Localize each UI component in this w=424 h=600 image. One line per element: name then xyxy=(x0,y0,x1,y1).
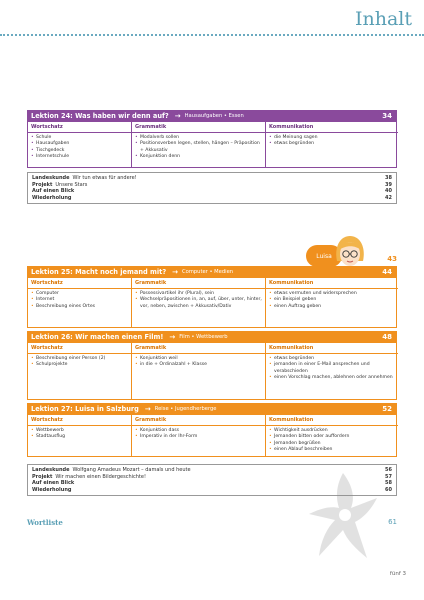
grammatik-list xyxy=(135,135,262,160)
arrow-right-icon: → xyxy=(174,112,181,120)
page-title: Inhalt xyxy=(354,8,412,30)
list-item: • Hausaufgaben xyxy=(31,141,128,147)
list-item: • einen Vorschlag machen, ablehnen oder annehmen xyxy=(269,375,395,381)
grammatik-list xyxy=(135,356,262,368)
lesson-24-block xyxy=(27,110,397,168)
list-item: • Konjunktion denn xyxy=(135,154,262,160)
row-text: Unsere Stars xyxy=(55,181,88,188)
lesson-title: Lektion 24: Was haben wir denn auf? xyxy=(31,112,169,120)
lesson-27-table xyxy=(27,415,397,457)
luisa-name-badge: Luisa xyxy=(306,245,342,267)
list-item: • die Meinung sagen xyxy=(269,135,395,141)
column-head-kommunikation: Kommunikation xyxy=(265,278,398,289)
row-label: Wiederholung xyxy=(32,486,72,493)
row-page: 56 xyxy=(385,467,392,473)
arrow-right-icon: → xyxy=(169,333,176,341)
list-item: • Imperativ in der Ihr-Form xyxy=(135,434,262,440)
column-head-grammatik: Grammatik xyxy=(131,278,265,289)
list-item: • Wechselpräpositionen in, an, auf, über, unter, hinter, vor, neben, zwischen + Akkusativ/Dativ xyxy=(135,297,262,309)
extras-block-1 xyxy=(27,172,397,204)
projekt-row[interactable] xyxy=(32,182,392,189)
list-item: • Computer xyxy=(31,291,128,297)
lesson-25-table xyxy=(27,278,397,328)
list-item: • Possessivartikel ihr (Plural), sein xyxy=(135,291,262,297)
landeskunde-row[interactable] xyxy=(32,175,392,182)
column-head-wortschatz: Wortschatz xyxy=(28,415,131,426)
arrow-right-icon: → xyxy=(172,268,179,276)
row-label: Landeskunde xyxy=(32,467,70,473)
row-label: Projekt xyxy=(32,181,53,188)
wortschatz-list xyxy=(31,291,128,310)
row-text: Wir machen einen Bildergeschichte! xyxy=(55,473,146,480)
kommunikation-list xyxy=(269,356,395,381)
row-page: 60 xyxy=(385,486,392,493)
list-item: • Schule xyxy=(31,135,128,141)
list-item: • einen Auftrag geben xyxy=(269,304,395,310)
lesson-26-header[interactable] xyxy=(27,331,397,343)
title-dotted-rule xyxy=(0,34,424,36)
lesson-topic: Computer • Medien xyxy=(182,269,234,275)
lesson-title: Lektion 25: Macht noch jemand mit? xyxy=(31,268,167,276)
lesson-page: 44 xyxy=(382,268,392,276)
lesson-page: 34 xyxy=(382,112,392,120)
column-head-kommunikation: Kommunikation xyxy=(265,343,398,354)
lesson-27-header[interactable] xyxy=(27,403,397,415)
lesson-25-block xyxy=(27,266,397,328)
list-item: • etwas vermuten und widersprechen xyxy=(269,291,395,297)
column-head-grammatik: Grammatik xyxy=(131,343,265,354)
luisa-page: 43 xyxy=(387,255,397,263)
row-page: 39 xyxy=(385,181,392,188)
list-item: • Konjunktion weil xyxy=(135,356,262,362)
column-head-grammatik: Grammatik xyxy=(131,122,265,133)
list-item: • Internet xyxy=(31,297,128,303)
list-item: • Beschreibung eines Ortes xyxy=(31,304,128,310)
kommunikation-list xyxy=(269,428,395,453)
lesson-title: Lektion 26: Wir machen einen Film! xyxy=(31,333,164,341)
list-item: • Wettbewerb xyxy=(31,428,128,434)
list-item: • etwas begründen xyxy=(269,356,395,362)
row-text: Wir tun etwas für andere! xyxy=(72,175,137,181)
lesson-26-table xyxy=(27,343,397,400)
wortliste-link[interactable]: Wortliste xyxy=(27,518,63,527)
row-label: Landeskunde xyxy=(32,175,70,181)
row-text: Wolfgang Amadeus Mozart – damals und heute xyxy=(72,467,191,473)
lesson-page: 52 xyxy=(382,405,392,413)
column-head-kommunikation: Kommunikation xyxy=(265,122,398,133)
list-item: • Konjunktion dass xyxy=(135,428,262,434)
row-page: 40 xyxy=(385,188,392,195)
row-label: Auf einen Blick xyxy=(32,188,75,195)
lesson-24-header[interactable] xyxy=(27,110,397,122)
grammatik-list xyxy=(135,428,262,440)
list-item: • Wichtigkeit ausdrücken xyxy=(269,428,395,434)
row-page: 57 xyxy=(385,473,392,480)
arrow-right-icon: → xyxy=(144,405,151,413)
row-label: Auf einen Blick xyxy=(32,480,75,487)
lesson-24-table xyxy=(27,122,397,168)
list-item: • Jemanden begrüßen xyxy=(269,441,395,447)
wortschatz-list xyxy=(31,135,128,160)
lesson-27-block xyxy=(27,403,397,457)
lesson-26-block xyxy=(27,331,397,400)
wortschatz-list xyxy=(31,356,128,368)
row-page: 38 xyxy=(385,175,392,181)
list-item: • Modalverb sollen xyxy=(135,135,262,141)
row-label: Wiederholung xyxy=(32,194,72,201)
lesson-title: Lektion 27: Luisa in Salzburg xyxy=(31,405,139,413)
column-head-wortschatz: Wortschatz xyxy=(28,278,131,289)
list-item: • einen Ablauf beschreiben xyxy=(269,447,395,453)
lesson-topic: Film • Wettbewerb xyxy=(179,334,228,340)
wiederholung-row[interactable] xyxy=(32,195,392,202)
list-item: • Beschreibung einer Person (2) xyxy=(31,356,128,362)
lesson-topic: Hausaufgaben • Essen xyxy=(184,113,244,119)
wortliste-page: 61 xyxy=(388,518,397,526)
list-item: • Jemanden bitten oder auffordern xyxy=(269,434,395,440)
row-label: Projekt xyxy=(32,473,53,480)
star-figure-watermark-icon xyxy=(305,468,385,563)
list-item: • ein Beispiel geben xyxy=(269,297,395,303)
column-head-wortschatz: Wortschatz xyxy=(28,343,131,354)
lesson-page: 48 xyxy=(382,333,392,341)
column-head-wortschatz: Wortschatz xyxy=(28,122,131,133)
column-head-grammatik: Grammatik xyxy=(131,415,265,426)
list-item: • Stadtausflug xyxy=(31,434,128,440)
lesson-topic: Reise • Jugendherberge xyxy=(154,406,217,412)
list-item: • Internetschule xyxy=(31,154,128,160)
list-item: • Positionsverben legen, stellen, hängen – Präposition + Akkusativ xyxy=(135,141,262,153)
list-item: • jemanden in einer E-Mail ansprechen und verabschieden xyxy=(269,362,395,374)
lesson-25-header[interactable] xyxy=(27,266,397,278)
kommunikation-list xyxy=(269,291,395,310)
list-item: • Tischgedeck xyxy=(31,148,128,154)
page-number: fünf 3 xyxy=(389,571,406,577)
wortschatz-list xyxy=(31,428,128,440)
row-page: 42 xyxy=(385,194,392,201)
list-item: • etwas begründen xyxy=(269,141,395,147)
row-page: 58 xyxy=(385,480,392,487)
column-head-kommunikation: Kommunikation xyxy=(265,415,398,426)
list-item: • in die + Ordinalzahl + Klasse xyxy=(135,362,262,368)
list-item: • Schulprojekte xyxy=(31,362,128,368)
auf-einen-blick-row[interactable] xyxy=(32,188,392,195)
grammatik-list xyxy=(135,291,262,310)
kommunikation-list xyxy=(269,135,395,147)
